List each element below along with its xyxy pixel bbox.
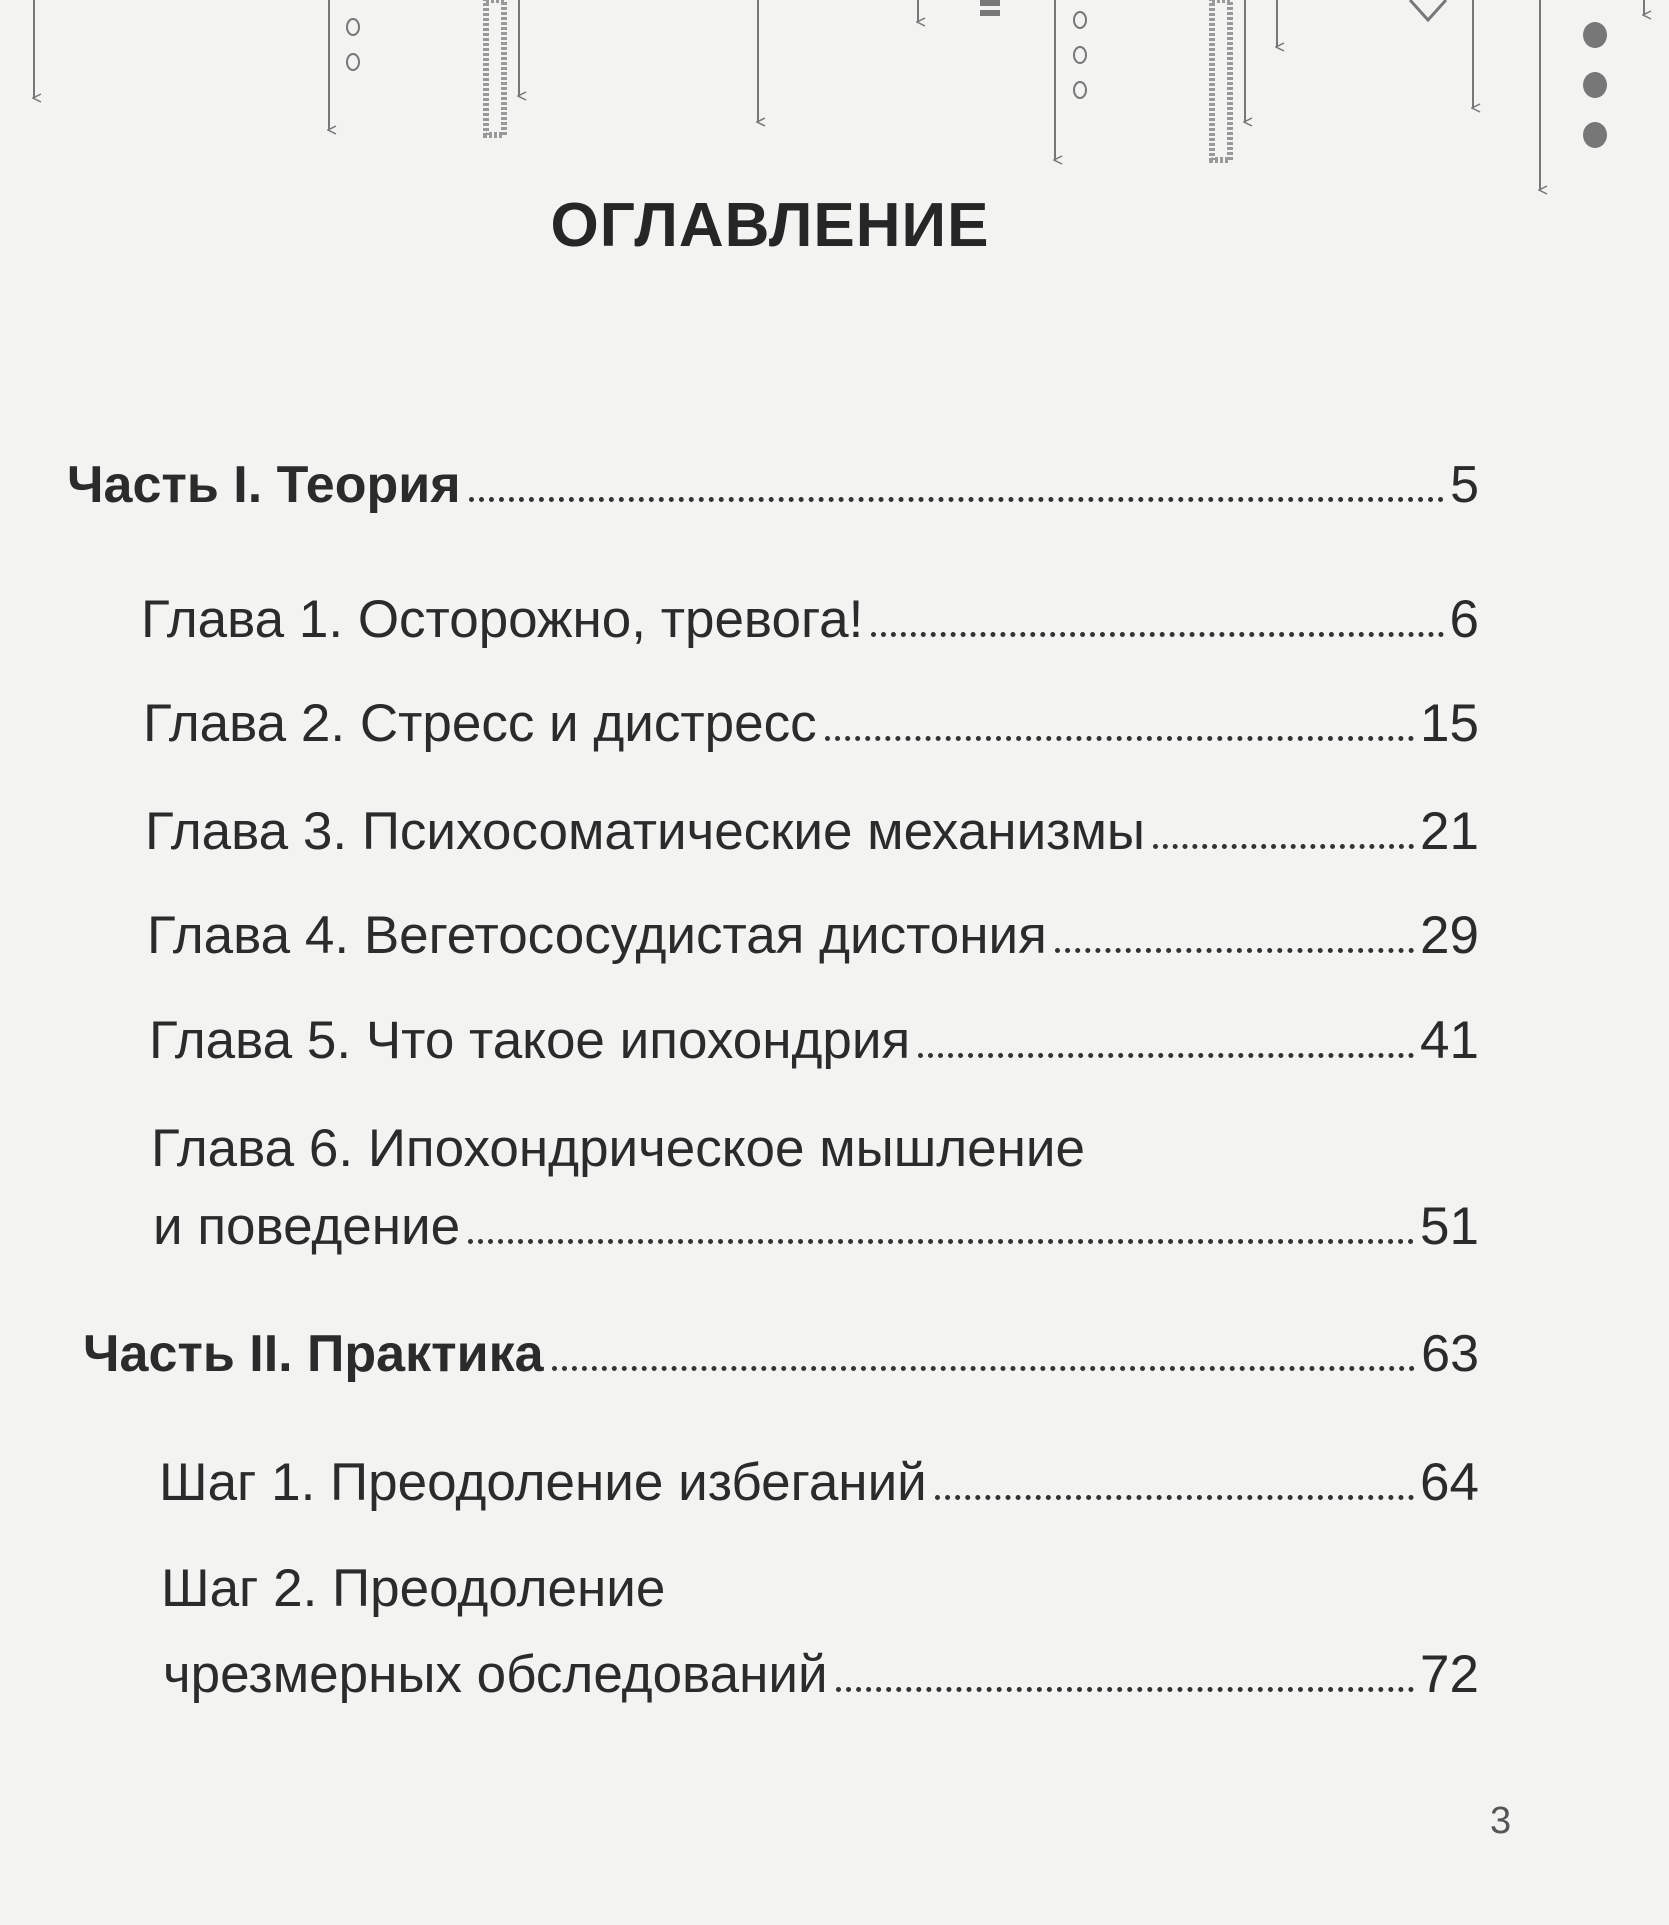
toc-entry-label: Шаг 1. Преодоление избеганий [159,1453,927,1512]
toc-entry-label: Глава 4. Вегетососудистая дистония [147,906,1047,965]
toc-entry-page: 29 [1420,906,1479,965]
toc-entry-page: 15 [1420,694,1479,753]
toc-entry-step-2[interactable] [163,1645,1479,1705]
toc-entry-page: 72 [1420,1645,1479,1704]
toc-entry-chapter-5[interactable] [149,1011,1479,1071]
toc-entry-label: Глава 1. Осторожно, тревога! [141,590,864,649]
toc-entry-part-1[interactable] [67,455,1479,515]
page-title: ОГЛАВЛЕНИЕ [550,191,990,260]
toc-entry-label: Часть II. Практика [83,1325,544,1383]
toc-entry-page: 64 [1420,1453,1479,1512]
toc-entry-chapter-3[interactable] [145,802,1479,862]
dot-leader [836,1687,1414,1692]
dot-leader [918,1053,1414,1058]
toc-entry-page: 51 [1420,1197,1479,1256]
decorative-arrows-ornament [0,0,1669,200]
toc-entry-label: Глава 3. Психосоматические механизмы [145,802,1146,861]
toc-entry-chapter-1[interactable] [141,590,1479,650]
page-number: 3 [1490,1800,1512,1842]
toc-entry-label: Глава 2. Стресс и дистресс [143,694,817,753]
toc-entry-label: чрезмерных обследований [163,1645,828,1704]
toc-entry-chapter-6-line1[interactable]: Глава 6. Ипохондрическое мышление [151,1119,1085,1178]
toc-entry-chapter-2[interactable] [143,694,1479,754]
dot-leader [1055,948,1414,953]
toc-entry-page: 5 [1450,456,1479,514]
dot-leader [825,736,1414,741]
dot-leader [552,1366,1416,1371]
toc-entry-page: 41 [1420,1011,1479,1070]
toc-entry-chapter-6[interactable] [153,1197,1479,1257]
dot-leader [469,497,1445,502]
dot-leader [1153,844,1414,849]
toc-entry-label: и поведение [153,1197,461,1256]
toc-entry-part-2[interactable] [83,1324,1479,1384]
toc-entry-chapter-4[interactable] [147,906,1479,966]
toc-entry-page: 21 [1420,802,1479,861]
toc-entry-label: Часть I. Теория [67,456,461,514]
toc-entry-step-1[interactable] [159,1453,1479,1513]
toc-entry-label: Глава 5. Что такое ипохондрия [149,1011,911,1070]
dot-leader [935,1495,1414,1500]
toc-entry-step-2-line1[interactable]: Шаг 2. Преодоление [161,1559,666,1618]
dot-leader [871,632,1443,637]
toc-entry-page: 63 [1421,1325,1479,1383]
dot-leader [468,1239,1414,1244]
toc-entry-page: 6 [1449,590,1479,649]
